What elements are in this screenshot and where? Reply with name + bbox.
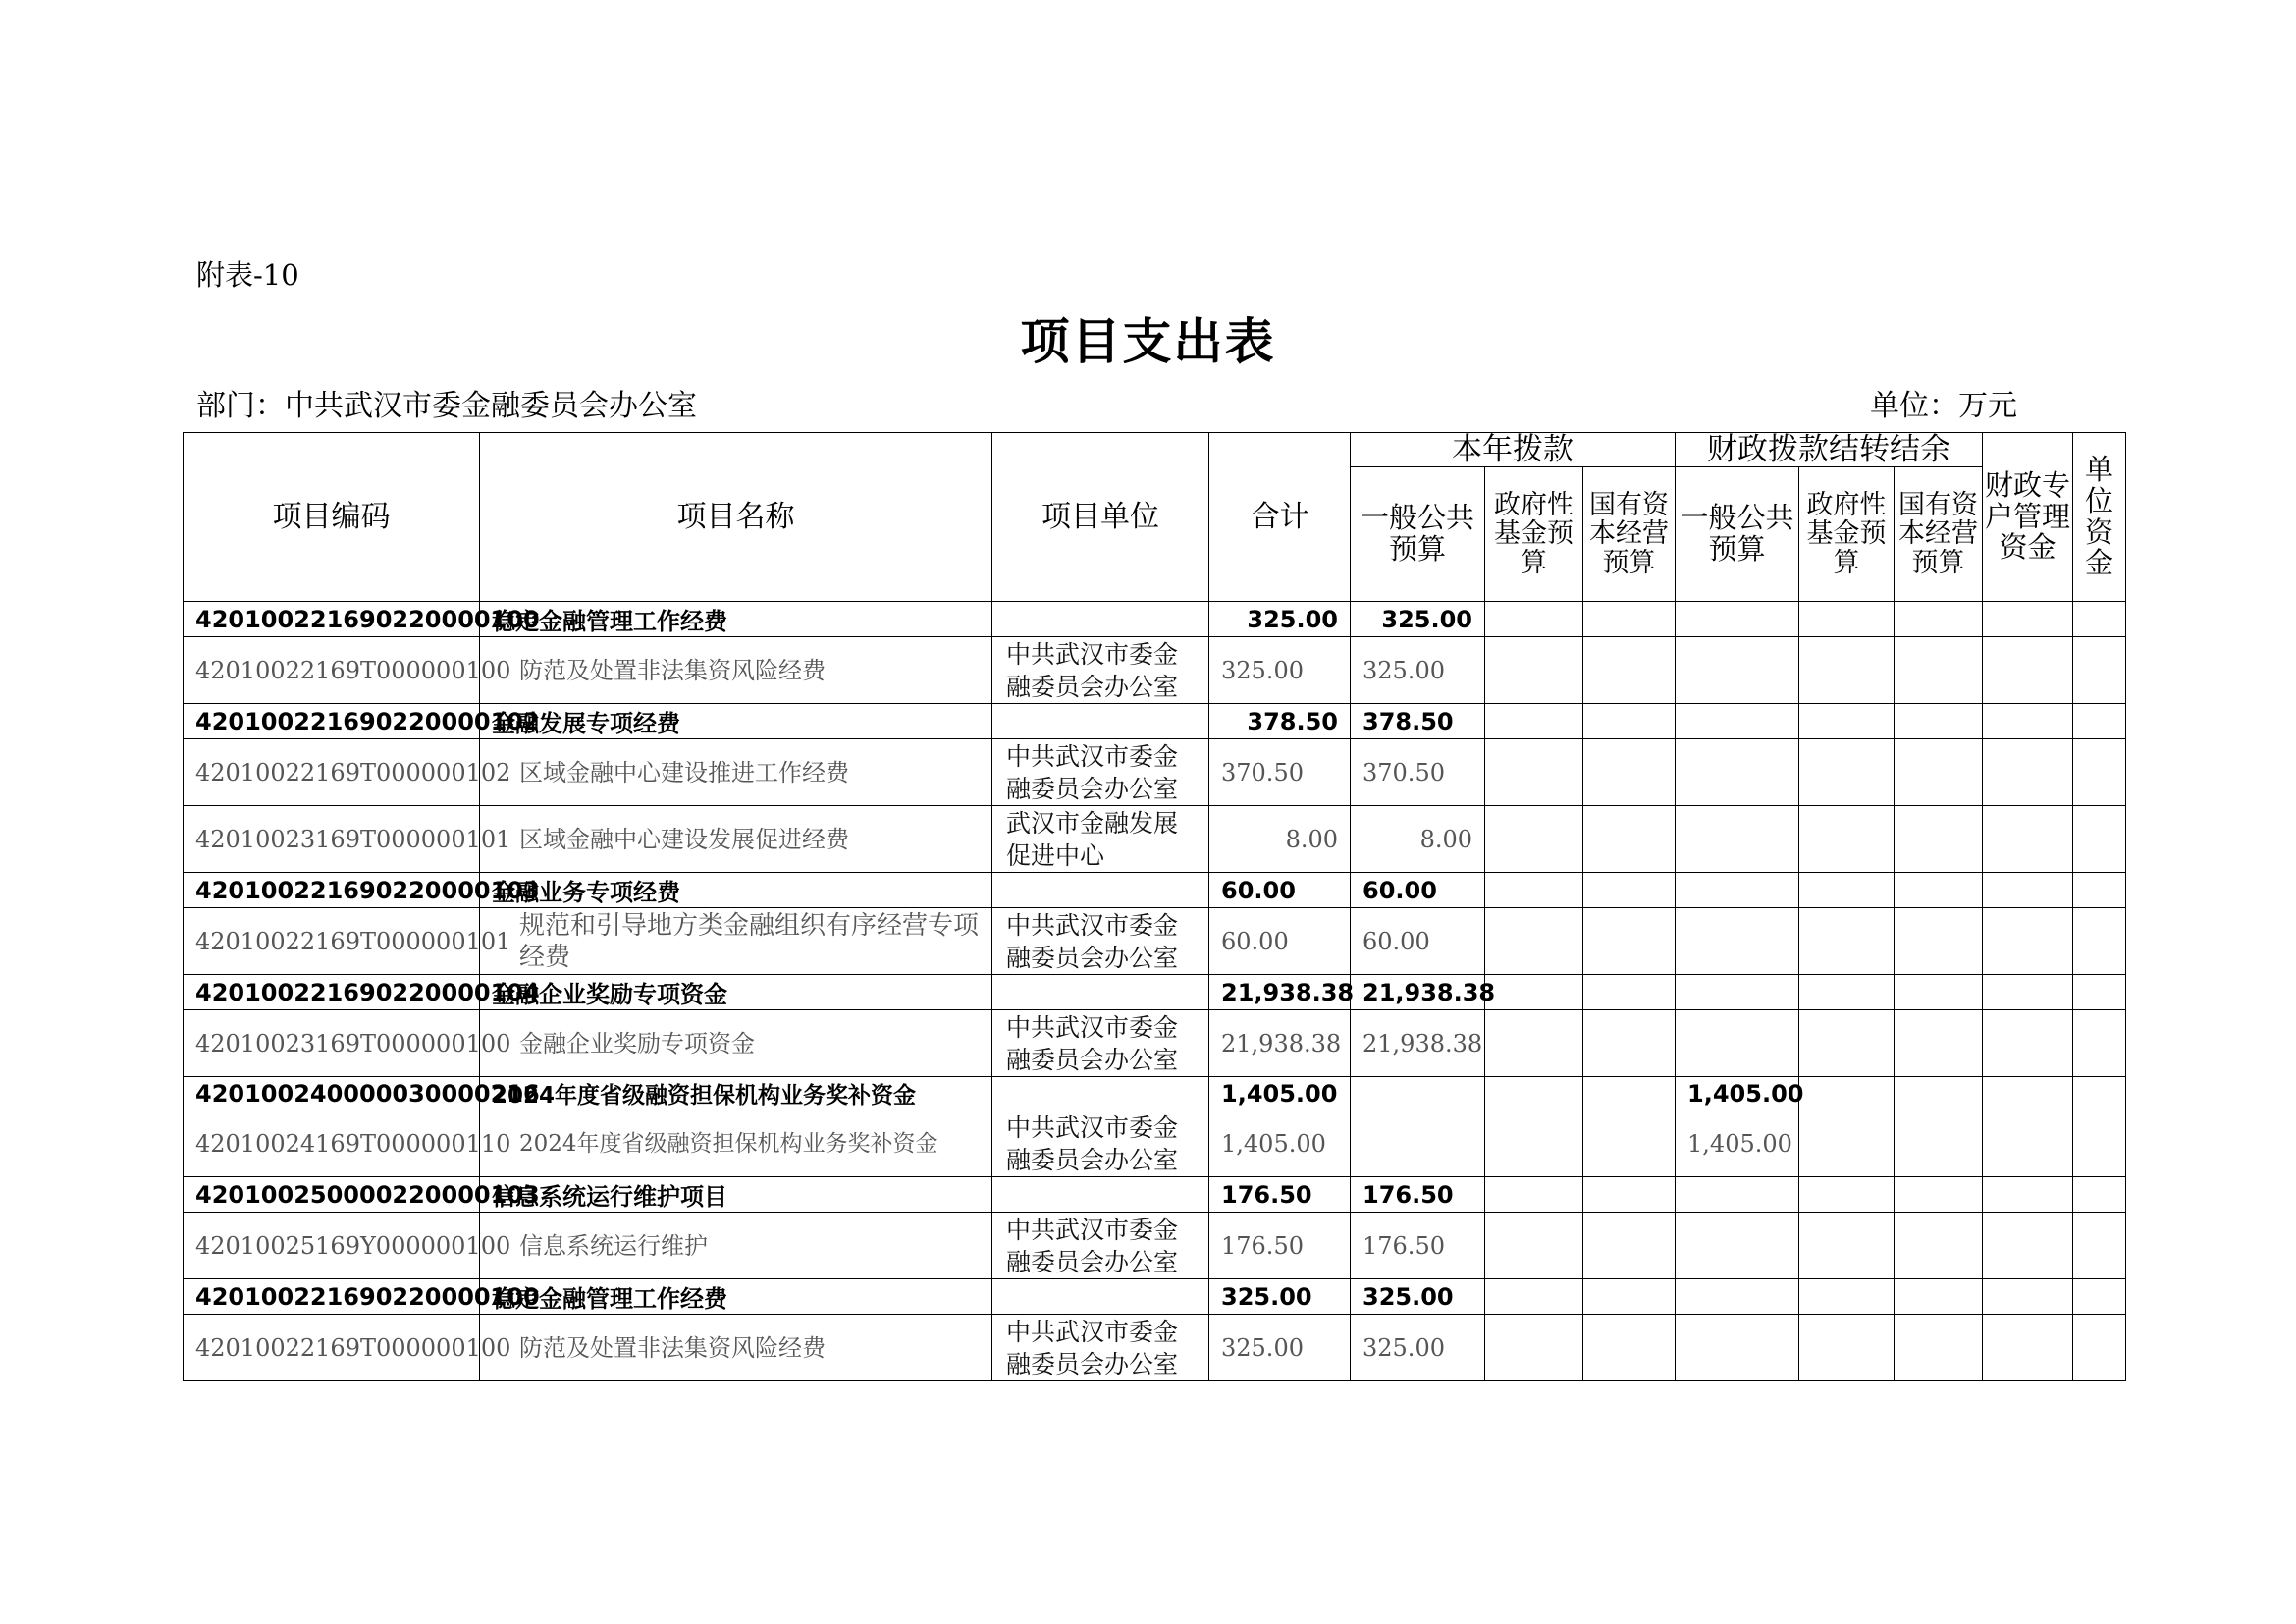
- cell-total: 325.00: [1209, 1315, 1351, 1381]
- page-title: 项目支出表: [1020, 312, 1276, 370]
- col-state-capital: 国有资本经营预算: [1583, 467, 1676, 602]
- cell-unit: 中共武汉市委金融委员会办公室: [992, 1315, 1209, 1381]
- group-current-year: 本年拨款: [1351, 433, 1676, 467]
- cell-unit: [992, 704, 1209, 739]
- cell-general: [1351, 1110, 1485, 1177]
- cell-carry-general: [1676, 739, 1799, 806]
- col-carry-state-capital: 国有资本经营预算: [1895, 467, 1983, 602]
- cell-total: 8.00: [1209, 806, 1351, 873]
- cell-name: 区域金融中心建设发展促进经费: [480, 806, 992, 873]
- col-unit: 项目单位: [992, 433, 1209, 602]
- cell-total: 176.50: [1209, 1177, 1351, 1213]
- cell-unit: 中共武汉市委金融委员会办公室: [992, 1213, 1209, 1279]
- col-general-budget: 一般公共预算: [1351, 467, 1485, 602]
- cell-carry-general: [1676, 704, 1799, 739]
- table-row: [184, 739, 2126, 806]
- cell-name: 区域金融中心建设推进工作经费: [480, 739, 992, 806]
- cell-name: 2024年度省级融资担保机构业务奖补资金: [480, 1077, 992, 1110]
- cell-total: 325.00: [1209, 637, 1351, 704]
- col-special-account: 财政专户管理资金: [1983, 433, 2073, 602]
- cell-code: 420100250000220000103: [184, 1177, 480, 1213]
- cell-code: 420100221690220000102: [184, 704, 480, 739]
- attachment-label: 附表-10: [196, 258, 299, 292]
- cell-name: 信息系统运行维护项目: [480, 1177, 992, 1213]
- col-total: 合计: [1209, 433, 1351, 602]
- cell-carry-general: [1676, 1177, 1799, 1213]
- cell-carry-general: [1676, 1010, 1799, 1077]
- cell-carry-general: [1676, 975, 1799, 1010]
- cell-general: 370.50: [1351, 739, 1485, 806]
- cell-carry-general: [1676, 1213, 1799, 1279]
- cell-carry-general: [1676, 873, 1799, 908]
- cell-name: 稳定金融管理工作经费: [480, 602, 992, 637]
- cell-unit: [992, 1077, 1209, 1110]
- cell-total: 60.00: [1209, 873, 1351, 908]
- cell-general: 378.50: [1351, 704, 1485, 739]
- cell-unit: 武汉市金融发展促进中心: [992, 806, 1209, 873]
- table-row: [184, 1279, 2126, 1315]
- cell-code: 42010025169Y000000100: [184, 1213, 480, 1279]
- cell-name: 金融企业奖励专项资金: [480, 975, 992, 1010]
- cell-code: 42010022169T000000100: [184, 1315, 480, 1381]
- unit-label: 单位：万元: [1870, 389, 2017, 423]
- cell-total: 176.50: [1209, 1213, 1351, 1279]
- col-name: 项目名称: [480, 433, 992, 602]
- cell-name: 2024年度省级融资担保机构业务奖补资金: [480, 1110, 992, 1177]
- table-row: [184, 975, 2126, 1010]
- cell-code: 420100221690220000100: [184, 1279, 480, 1315]
- cell-carry-general: [1676, 1315, 1799, 1381]
- cell-name: 金融企业奖励专项资金: [480, 1010, 992, 1077]
- cell-unit: 中共武汉市委金融委员会办公室: [992, 1110, 1209, 1177]
- cell-general: 176.50: [1351, 1177, 1485, 1213]
- cell-total: 378.50: [1209, 704, 1351, 739]
- cell-general: 60.00: [1351, 908, 1485, 975]
- table-row: [184, 1110, 2126, 1177]
- cell-total: 21,938.38: [1209, 1010, 1351, 1077]
- cell-unit: [992, 602, 1209, 637]
- table-row: [184, 806, 2126, 873]
- table-row: [184, 1010, 2126, 1077]
- group-carryover: 财政拨款结转结余: [1676, 433, 1983, 467]
- table-row: [184, 873, 2126, 908]
- cell-code: 420100221690220000103: [184, 873, 480, 908]
- table-row: [184, 704, 2126, 739]
- cell-total: 370.50: [1209, 739, 1351, 806]
- cell-carry-general: [1676, 637, 1799, 704]
- cell-code: 420100221690220000104: [184, 975, 480, 1010]
- cell-name: 防范及处置非法集资风险经费: [480, 1315, 992, 1381]
- cell-name: 金融业务专项经费: [480, 873, 992, 908]
- cell-name: 信息系统运行维护: [480, 1213, 992, 1279]
- col-carry-gov-fund: 政府性基金预算: [1799, 467, 1895, 602]
- col-unit-funds: 单位资金: [2073, 433, 2126, 602]
- col-code: 项目编码: [184, 433, 480, 602]
- cell-general: 325.00: [1351, 637, 1485, 704]
- cell-code: 420100240000030000216: [184, 1077, 480, 1110]
- cell-name: 金融发展专项经费: [480, 704, 992, 739]
- cell-unit: [992, 1177, 1209, 1213]
- cell-code: 42010023169T000000101: [184, 806, 480, 873]
- department-label: 部门：中共武汉市委金融委员会办公室: [196, 389, 697, 423]
- cell-code: 42010022169T000000100: [184, 637, 480, 704]
- cell-unit: 中共武汉市委金融委员会办公室: [992, 637, 1209, 704]
- cell-unit: [992, 1279, 1209, 1315]
- table-row: [184, 1177, 2126, 1213]
- cell-carry-general: [1676, 602, 1799, 637]
- col-carry-general-budget: 一般公共预算: [1676, 467, 1799, 602]
- cell-general: [1351, 1077, 1485, 1110]
- cell-unit: 中共武汉市委金融委员会办公室: [992, 739, 1209, 806]
- cell-unit: [992, 873, 1209, 908]
- cell-unit: 中共武汉市委金融委员会办公室: [992, 1010, 1209, 1077]
- table-row: [184, 637, 2126, 704]
- cell-name: 稳定金融管理工作经费: [480, 1279, 992, 1315]
- cell-general: 325.00: [1351, 602, 1485, 637]
- col-gov-fund: 政府性基金预算: [1485, 467, 1583, 602]
- cell-code: 42010024169T000000110: [184, 1110, 480, 1177]
- cell-total: 21,938.38: [1209, 975, 1351, 1010]
- table-row: [184, 1213, 2126, 1279]
- cell-code: 42010023169T000000100: [184, 1010, 480, 1077]
- cell-total: 325.00: [1209, 602, 1351, 637]
- table-row: [184, 1077, 2126, 1110]
- cell-general: 325.00: [1351, 1279, 1485, 1315]
- cell-carry-general: [1676, 908, 1799, 975]
- cell-general: 8.00: [1351, 806, 1485, 873]
- cell-unit: 中共武汉市委金融委员会办公室: [992, 908, 1209, 975]
- table-row: [184, 1315, 2126, 1381]
- table-row: [184, 602, 2126, 637]
- cell-name: 规范和引导地方类金融组织有序经营专项经费: [480, 908, 992, 975]
- cell-carry-general: [1676, 1279, 1799, 1315]
- cell-carry-general: 1,405.00: [1676, 1077, 1799, 1110]
- cell-general: 60.00: [1351, 873, 1485, 908]
- cell-code: 42010022169T000000102: [184, 739, 480, 806]
- cell-total: 1,405.00: [1209, 1110, 1351, 1177]
- cell-general: 325.00: [1351, 1315, 1485, 1381]
- cell-general: 21,938.38: [1351, 1010, 1485, 1077]
- cell-code: 420100221690220000100: [184, 602, 480, 637]
- cell-code: 42010022169T000000101: [184, 908, 480, 975]
- table-row: [184, 908, 2126, 975]
- cell-general: 21,938.38: [1351, 975, 1485, 1010]
- project-expenditure-table: [183, 432, 2126, 1381]
- cell-name: 防范及处置非法集资风险经费: [480, 637, 992, 704]
- cell-carry-general: [1676, 806, 1799, 873]
- cell-unit: [992, 975, 1209, 1010]
- cell-total: 1,405.00: [1209, 1077, 1351, 1110]
- cell-total: 325.00: [1209, 1279, 1351, 1315]
- cell-total: 60.00: [1209, 908, 1351, 975]
- cell-carry-general: 1,405.00: [1676, 1110, 1799, 1177]
- cell-general: 176.50: [1351, 1213, 1485, 1279]
